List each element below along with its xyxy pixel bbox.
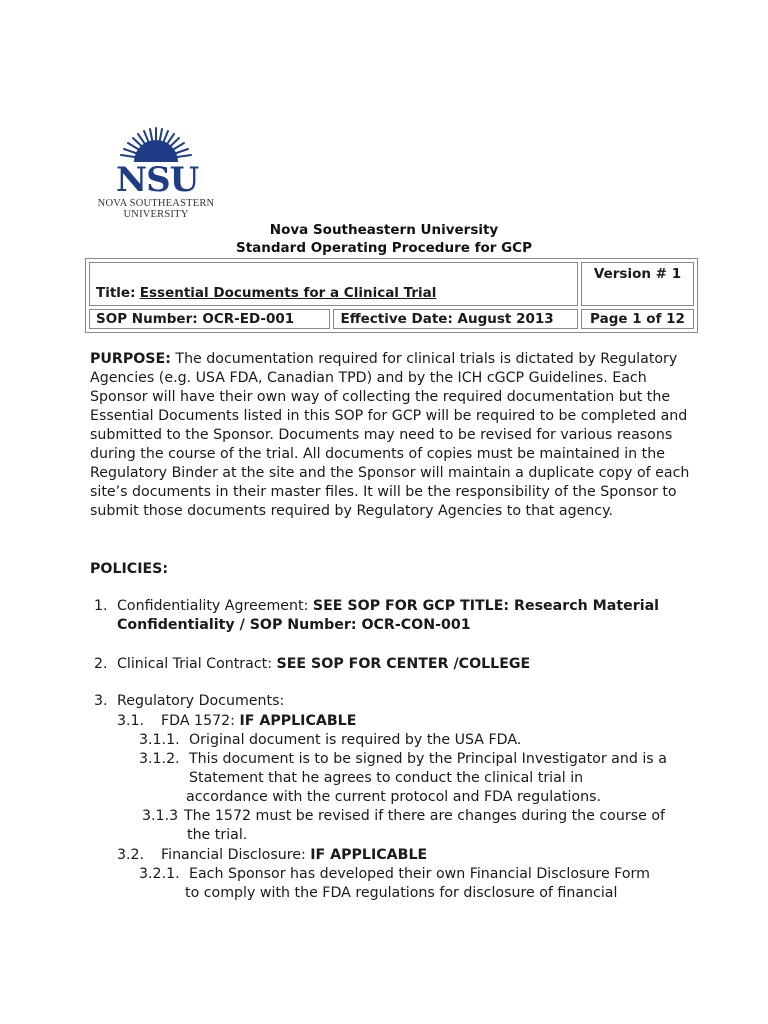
list-number: 2. <box>94 656 108 672</box>
sunburst-logo-icon <box>116 124 196 164</box>
sop-effective-date: Effective Date: August 2013 <box>333 309 578 329</box>
list-item: Each Sponsor has developed their own Financial Disclosure Form <box>189 866 650 882</box>
document-header-university: Nova Southeastern University <box>269 222 499 238</box>
list-item-continuation: to comply with the FDA regulations for disclosure of financial <box>185 885 618 901</box>
list-number: 3.1.2. <box>139 751 180 767</box>
sop-number: SOP Number: OCR-ED-001 <box>89 309 330 329</box>
list-number: 3.1.3 <box>142 808 179 824</box>
list-number: 3.2.1. <box>139 866 180 882</box>
list-number: 3.1. <box>117 713 145 729</box>
item-bold-text: IF APPLICABLE <box>310 847 428 863</box>
nsu-logo <box>97 124 226 222</box>
item-text: Clinical Trial Contract: <box>117 656 277 672</box>
list-item: The 1572 must be revised if there are changes during the course of <box>184 808 665 824</box>
list-item <box>161 846 427 865</box>
sop-title-cell <box>89 262 578 306</box>
sop-version: Version # 1 <box>581 262 694 306</box>
item-bold-text: SEE SOP FOR CENTER /COLLEGE <box>276 656 531 672</box>
logo-name-line2: UNIVERSITY <box>123 209 189 220</box>
item-text: Confidentiality Agreement: <box>117 598 313 614</box>
item-bold-text: SEE SOP FOR GCP TITLE: Research Material <box>312 598 660 614</box>
logo-name-line1: NOVA SOUTHEASTERN <box>97 198 215 209</box>
list-item <box>117 597 659 616</box>
item-bold-text: IF APPLICABLE <box>239 713 357 729</box>
purpose-text: The documentation required for clinical trials is dictated by Regulatory Agencies (e.g. USA FDA, Canadian TPD) and by the ICH cGCP Guidelines. Each Sponsor will have their own way of collecting the required documentation but the Essential Documents listed in this SOP for GCP will be required to be completed and submitted to the Sponsor. Documents may need to be revised for various reasons during the course of the trial. All documents of copies must be maintained in the Regulatory Binder at the site and the Sponsor will maintain a duplicate copy of each site’s documents in their master files. It will be the responsibility of the Sponsor to submit those documents required by Regulatory Agencies to that agency. <box>90 351 690 519</box>
list-item <box>161 712 356 731</box>
sop-info-table <box>85 258 698 333</box>
list-number: 3. <box>94 693 108 709</box>
list-number: 3.1.1. <box>139 732 180 748</box>
list-number: 1. <box>94 598 108 614</box>
purpose-label: PURPOSE: <box>90 351 171 367</box>
list-item: Regulatory Documents: <box>117 693 285 709</box>
list-item: Original document is required by the USA FDA. <box>189 732 522 748</box>
purpose-paragraph <box>90 350 690 521</box>
list-item-continuation: the trial. <box>187 827 248 843</box>
list-number: 3.2. <box>117 847 145 863</box>
item-text: FDA 1572: <box>161 713 240 729</box>
list-item: This document is to be signed by the Principal Investigator and is a <box>189 751 667 767</box>
sop-title-label: Title: <box>96 285 136 301</box>
list-item-continuation: Statement that he agrees to conduct the clinical trial in <box>189 770 584 786</box>
list-item-continuation: accordance with the current protocol and FDA regulations. <box>186 789 601 805</box>
document-header-sop-type: Standard Operating Procedure for GCP <box>236 240 532 256</box>
logo-acronym: NSU <box>116 160 199 200</box>
sop-title-value: Essential Documents for a Clinical Trial <box>139 285 437 301</box>
policies-heading: POLICIES: <box>90 561 169 577</box>
list-item <box>117 655 530 674</box>
item-text: Financial Disclosure: <box>161 847 311 863</box>
sop-page-number: Page 1 of 12 <box>581 309 694 329</box>
item-bold-text: Confidentiality / SOP Number: OCR-CON-001 <box>117 617 471 633</box>
